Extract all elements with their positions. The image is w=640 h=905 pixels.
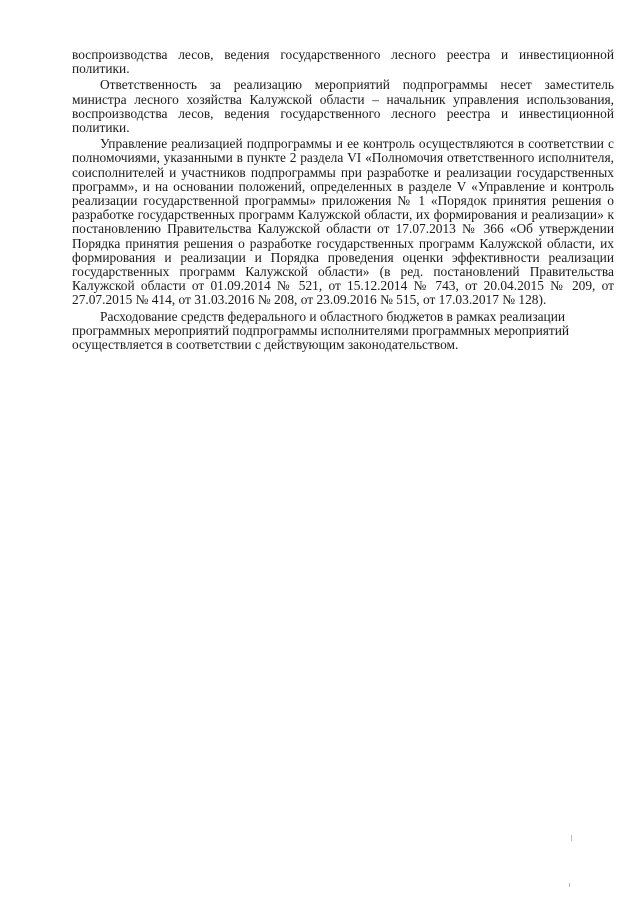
scan-artifact: [571, 835, 572, 841]
paragraph-continuation: воспроизводства лесов, ведения государственного лесного реестра и инвестиционной политики.: [72, 47, 614, 77]
paragraph-management: Управление реализацией подпрограммы и ее контроль осуществляются в соответствии с полномочиями, указанными в пункте 2 раздела VI «Полномочия ответственного исполнителя, соисполнителей и участников подпрограммы при разработке и реализации государственных программ», и на основании положений, определенных в разделе V «Управление и контроль реализации государственной программы» приложения № 1 «Порядок принятия решения о разработке государственных программ Калужской области, их формирования и реализации» к постановлению Правительства Калужской области от 17.07.2013 № 366 «Об утверждении Порядка принятия решения о разработке государственных программ Калужской области, их формирования и реализации и Порядка проведения оценки эффективности реализации государственных программ Калужской области» (в ред. постановлений Правительства Калужской области от 01.09.2014 № 521, от 15.12.2014 № 743, от 20.04.2015 № 209, от 27.07.2015 № 414, от 31.03.2016 № 208, от 23.09.2016 № 515, от 17.03.2017 № 128).: [72, 136, 614, 308]
paragraph-funding: Расходование средств федерального и областного бюджетов в рамках реализации программных мероприятий подпрограммы исполнителями программных мероприятий осуществляется в соответствии с действующим законодательством.: [72, 308, 570, 353]
paragraph-responsibility: Ответственность за реализацию мероприятий подпрограммы несет заместитель министра лесного хозяйства Калужской области – начальник управления использования, воспроизводства лесов, ведения государственного лесного реестра и инвестиционной политики.: [72, 77, 614, 136]
document-body: [72, 48, 614, 354]
scan-artifact: [569, 883, 570, 887]
